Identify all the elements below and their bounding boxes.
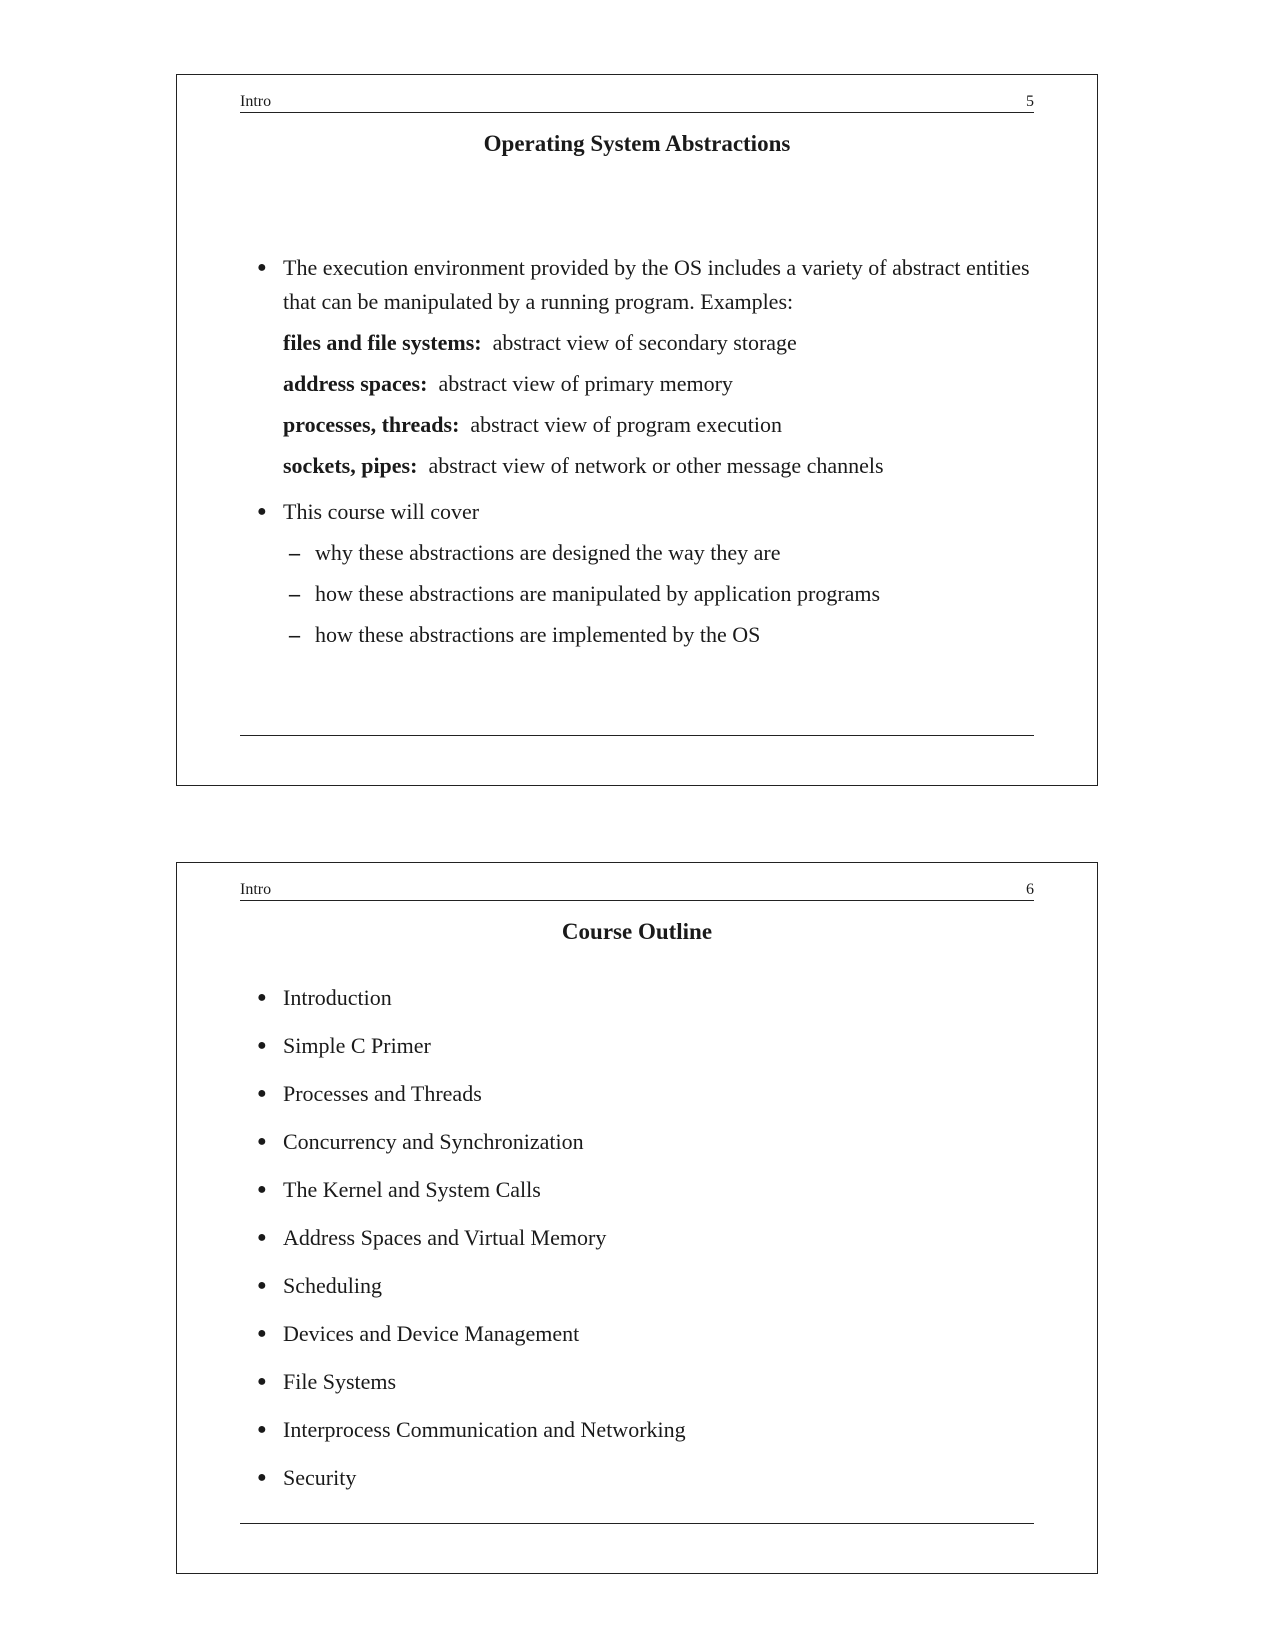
definition-line <box>257 326 1034 360</box>
outline-item-text: The Kernel and System Calls <box>283 1177 541 1202</box>
page-number: 5 <box>1026 93 1034 110</box>
outline-item <box>257 1029 1034 1077</box>
outline-item <box>257 1125 1034 1173</box>
footer-rule <box>240 735 1034 736</box>
footer-rule <box>240 1523 1034 1524</box>
outline-item-text: File Systems <box>283 1369 397 1394</box>
bullet-icon: ● <box>257 1229 267 1246</box>
outline-item <box>257 1221 1034 1269</box>
section-label: Intro <box>240 93 272 110</box>
definition-desc: abstract view of network or other message channels <box>428 453 884 478</box>
outline-item-text: Scheduling <box>283 1273 382 1298</box>
bullet-icon: ● <box>257 259 267 276</box>
bullet-icon: ● <box>257 1469 267 1486</box>
sub-list-item <box>257 618 1034 652</box>
bullet-item <box>257 495 1034 529</box>
sub-list-item <box>257 536 1034 570</box>
bullet-icon: ● <box>257 1037 267 1054</box>
bullet-icon: ● <box>257 1277 267 1294</box>
definition-term: sockets, pipes: <box>283 453 418 478</box>
definition-line <box>257 408 1034 442</box>
page-number: 6 <box>1026 881 1034 898</box>
definition-term: address spaces: <box>283 371 428 396</box>
definition-line <box>257 367 1034 401</box>
outline-item <box>257 981 1034 1029</box>
slide-content <box>257 251 1034 652</box>
bullet-icon: ● <box>257 1133 267 1150</box>
sub-list-item <box>257 577 1034 611</box>
dash-icon: – <box>289 581 300 606</box>
slide-title: Operating System Abstractions <box>483 131 791 156</box>
slide-course-outline <box>176 862 1098 1574</box>
outline-item-text: Interprocess Communication and Networking <box>283 1417 686 1442</box>
outline-item <box>257 1173 1034 1221</box>
definition-term: files and file systems: <box>283 330 482 355</box>
outline-item-text: Processes and Threads <box>283 1081 482 1106</box>
dash-icon: – <box>289 540 300 565</box>
outline-item <box>257 1461 1034 1509</box>
section-label: Intro <box>240 881 272 898</box>
bullet-icon: ● <box>257 989 267 1006</box>
outline-item <box>257 1365 1034 1413</box>
bullet-icon: ● <box>257 1373 267 1390</box>
definition-desc: abstract view of secondary storage <box>492 330 797 355</box>
definition-desc: abstract view of primary memory <box>438 371 733 396</box>
outline-item-text: Simple C Primer <box>283 1033 431 1058</box>
bullet-icon: ● <box>257 1181 267 1198</box>
outline-item <box>257 1413 1034 1461</box>
sub-item-text: why these abstractions are designed the way they are <box>315 540 781 565</box>
slide-header <box>240 877 1034 901</box>
bullet-icon: ● <box>257 503 267 520</box>
bullet-item <box>257 251 1034 319</box>
outline-item <box>257 1269 1034 1317</box>
dash-icon: – <box>289 622 300 647</box>
outline-list <box>257 981 1034 1509</box>
slide-title: Course Outline <box>561 919 713 944</box>
slide-header <box>240 89 1034 113</box>
outline-item-text: Address Spaces and Virtual Memory <box>283 1225 607 1250</box>
definition-desc: abstract view of program execution <box>470 412 782 437</box>
sub-item-text: how these abstractions are manipulated by application programs <box>315 581 881 606</box>
bullet-icon: ● <box>257 1325 267 1342</box>
outline-item-text: Devices and Device Management <box>283 1321 580 1346</box>
bullet-icon: ● <box>257 1085 267 1102</box>
outline-item-text: Security <box>283 1465 357 1490</box>
bullet-text: The execution environment provided by the OS includes a variety of abstract entities that can be manipulated by a running program. Examples: <box>283 255 1030 314</box>
outline-item-text: Concurrency and Synchronization <box>283 1129 584 1154</box>
outline-item <box>257 1317 1034 1365</box>
outline-item <box>257 1077 1034 1125</box>
definition-term: processes, threads: <box>283 412 460 437</box>
bullet-icon: ● <box>257 1421 267 1438</box>
outline-item-text: Introduction <box>283 985 392 1010</box>
definition-line <box>257 449 1034 483</box>
slide-operating-system-abstractions <box>176 74 1098 786</box>
sub-item-text: how these abstractions are implemented by the OS <box>315 622 761 647</box>
bullet-text: This course will cover <box>283 499 480 524</box>
